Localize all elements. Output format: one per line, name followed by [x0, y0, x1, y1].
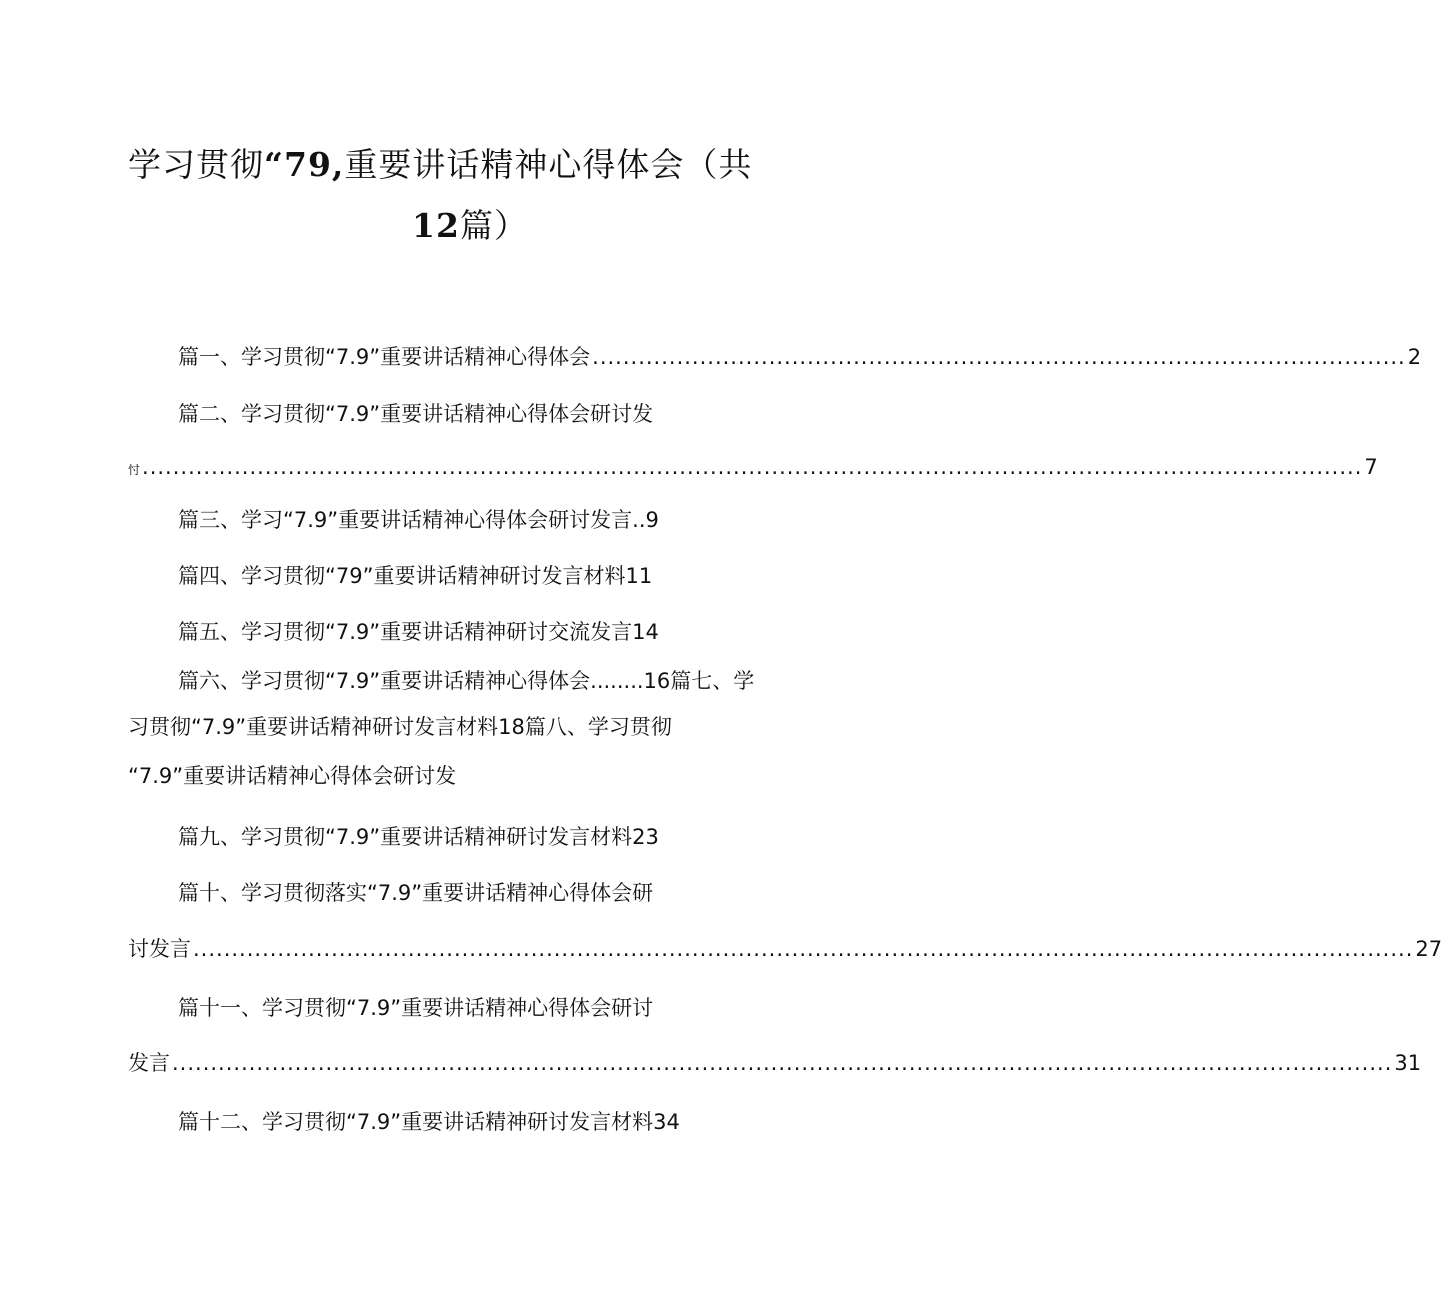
toc-entry-text: 发言 [128, 1051, 170, 1075]
toc-entry-5[interactable] [178, 617, 659, 647]
document-title-line-2 [412, 206, 528, 246]
toc-entry-1[interactable] [178, 342, 1422, 372]
toc-entry-text: 篇九、学习贯彻“7.9”重要讲话精神研讨发言材料23 [178, 825, 659, 849]
toc-entry-12[interactable] [178, 1107, 680, 1137]
toc-entry-11-continued[interactable] [128, 1048, 1422, 1078]
toc-leader-dots: ............................................................................................................................................................... [193, 937, 1414, 961]
toc-page-number: 2 [1407, 345, 1422, 369]
toc-entry-text: 篇十、学习贯彻落实“7.9”重要讲话精神心得体会研 [178, 881, 654, 905]
toc-entry-text: “7.9”重要讲话精神心得体会研讨发 [128, 764, 457, 788]
toc-entry-10[interactable] [178, 878, 653, 908]
toc-entry-text: 习贯彻“7.9”重要讲话精神研讨发言材料18篇八、学习贯彻 [128, 715, 672, 739]
toc-leader-dots: .......................................................................................................... [592, 345, 1406, 369]
title-suffix: 篇） [459, 206, 528, 245]
toc-entry-text: 忖 [128, 463, 141, 477]
toc-entry-6-7-8-line-2[interactable] [128, 712, 672, 742]
title-text-a: 学习贯彻 [128, 145, 264, 184]
toc-page-number: 31 [1394, 1051, 1422, 1075]
toc-entry-text: 篇十一、学习贯彻“7.9”重要讲话精神心得体会研讨 [178, 996, 654, 1020]
toc-leader-dots: ............................................................................................................................................................... [172, 1051, 1393, 1075]
title-text-c: 重要讲话精神心得体会（共 [344, 145, 753, 184]
toc-entry-2[interactable] [178, 399, 653, 429]
toc-entry-6-7-8-line-3[interactable] [128, 761, 456, 791]
title-text-b: “79, [264, 145, 345, 184]
toc-entry-text: 篇六、学习贯彻“7.9”重要讲话精神心得体会........16篇七、学 [178, 669, 755, 693]
toc-leader-dots: ............................................................................................................................................................... [142, 455, 1363, 479]
toc-entry-text: 篇三、学习“7.9”重要讲话精神心得体会研讨发言..9 [178, 508, 659, 532]
toc-page-number: 27 [1415, 937, 1442, 961]
toc-entry-text: 篇二、学习贯彻“7.9”重要讲话精神心得体会研讨发 [178, 402, 654, 426]
title-count: 12 [412, 206, 460, 245]
toc-entry-2-continued[interactable] [128, 452, 1378, 485]
toc-page-number: 7 [1364, 455, 1378, 479]
toc-entry-text: 篇一、学习贯彻“7.9”重要讲话精神心得体会 [178, 345, 591, 369]
toc-entry-9[interactable] [178, 822, 659, 852]
toc-entry-6-7-8-line-1[interactable] [178, 666, 754, 696]
document-title-line-1 [128, 145, 752, 185]
toc-entry-text: 讨发言 [128, 937, 191, 961]
toc-entry-4[interactable] [178, 561, 652, 591]
toc-entry-10-continued[interactable] [128, 934, 1442, 964]
toc-entry-text: 篇四、学习贯彻“79”重要讲话精神研讨发言材料11 [178, 564, 653, 588]
toc-entry-text: 篇五、学习贯彻“7.9”重要讲话精神研讨交流发言14 [178, 620, 659, 644]
toc-entry-11[interactable] [178, 993, 653, 1023]
toc-entry-text: 篇十二、学习贯彻“7.9”重要讲话精神研讨发言材料34 [178, 1110, 680, 1134]
toc-entry-3[interactable] [178, 505, 659, 535]
